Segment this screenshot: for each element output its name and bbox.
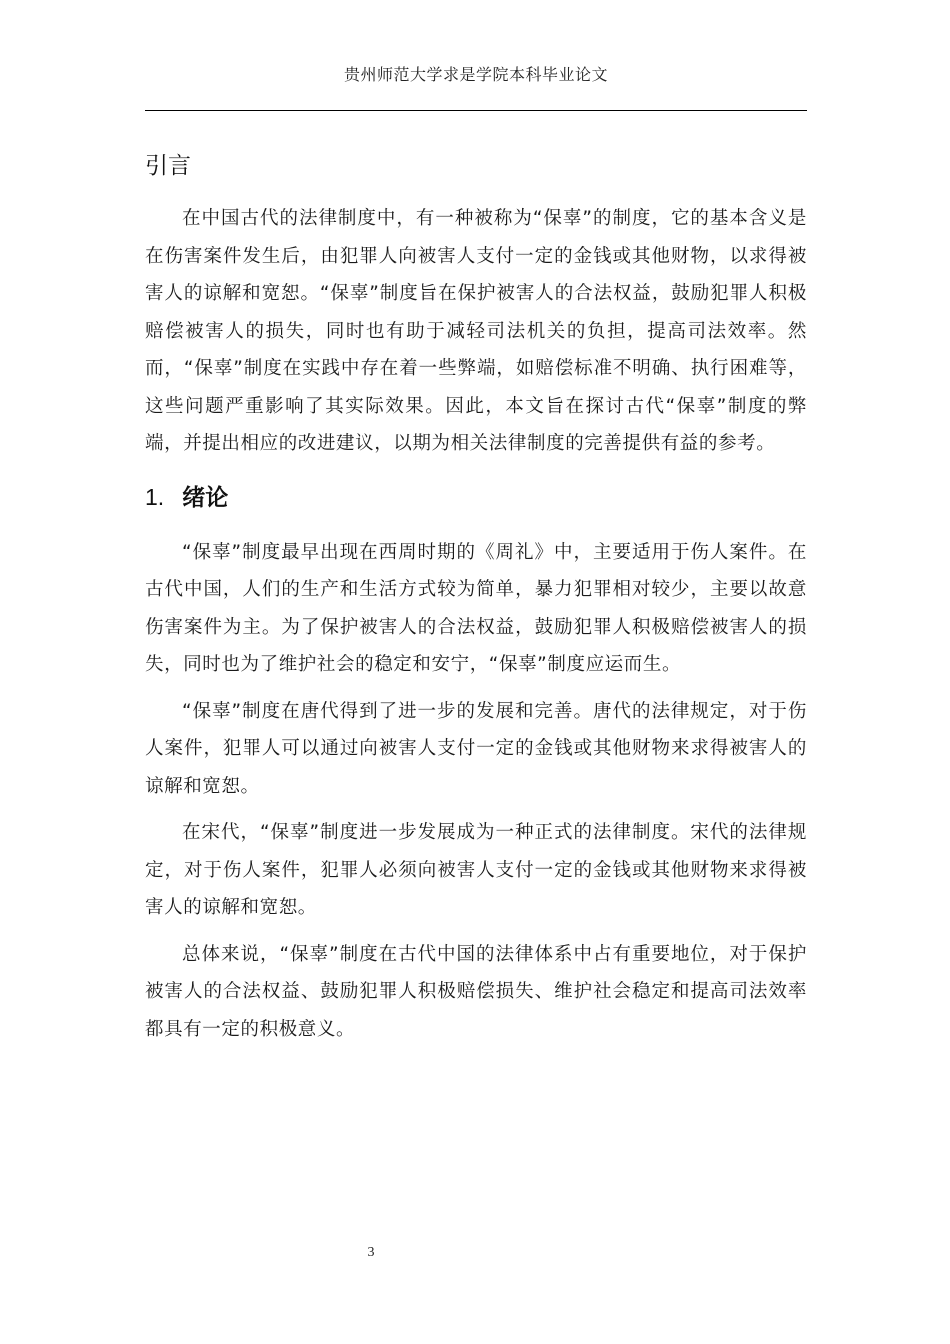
section-1-heading	[145, 477, 807, 518]
section-1-paragraph-2: “保辜”制度在唐代得到了进一步的发展和完善。唐代的法律规定，对于伤人案件，犯罪人可以通过向被害人支付一定的金钱或其他财物来求得被害人的谅解和宽恕。	[145, 700, 807, 797]
section-1-paragraph-3: 在宋代，“保辜”制度进一步发展成为一种正式的法律制度。宋代的法律规定，对于伤人案件，犯罪人必须向被害人支付一定的金钱或其他财物来求得被害人的谅解和宽恕。	[145, 822, 807, 918]
section-number: 1.	[145, 483, 165, 510]
page-body	[145, 146, 807, 1057]
header-divider	[145, 110, 807, 111]
section-1-paragraph-4: 总体来说，“保辜”制度在古代中国的法律体系中占有重要地位，对于保护被害人的合法权益、鼓励犯罪人积极赔偿损失、维护社会稳定和提高司法效率都具有一定的积极意义。	[145, 943, 807, 1040]
introduction-heading: 引言	[145, 153, 191, 179]
page-number: 3	[367, 1245, 375, 1260]
introduction-paragraph: 在中国古代的法律制度中，有一种被称为“保辜”的制度，它的基本含义是在伤害案件发生后，由犯罪人向被害人支付一定的金钱或其他财物，以求得被害人的谅解和宽恕。“保辜”制度旨在保护被害人的合法权益，鼓励犯罪人积极赔偿被害人的损失，同时也有助于减轻司法机关的负担，提高司法效率。然而，“保辜”制度在实践中存在着一些弊端，如赔偿标准不明确、执行困难等，这些问题严重影响了其实际效果。因此，本文旨在探讨古代“保辜”制度的弊端，并提出相应的改进建议，以期为相关法律制度的完善提供有益的参考。	[145, 208, 807, 454]
running-header: 贵州师范大学求是学院本科毕业论文	[343, 65, 608, 84]
section-1-paragraph-1: “保辜”制度最早出现在西周时期的《周礼》中，主要适用于伤人案件。在古代中国，人们的生产和生活方式较为简单，暴力犯罪相对较少，主要以故意伤害案件为主。为了保护被害人的合法权益，鼓励犯罪人积极赔偿被害人的损失，同时也为了维护社会的稳定和安宁，“保辜”制度应运而生。	[145, 541, 807, 675]
section-title: 绪论	[182, 484, 229, 511]
